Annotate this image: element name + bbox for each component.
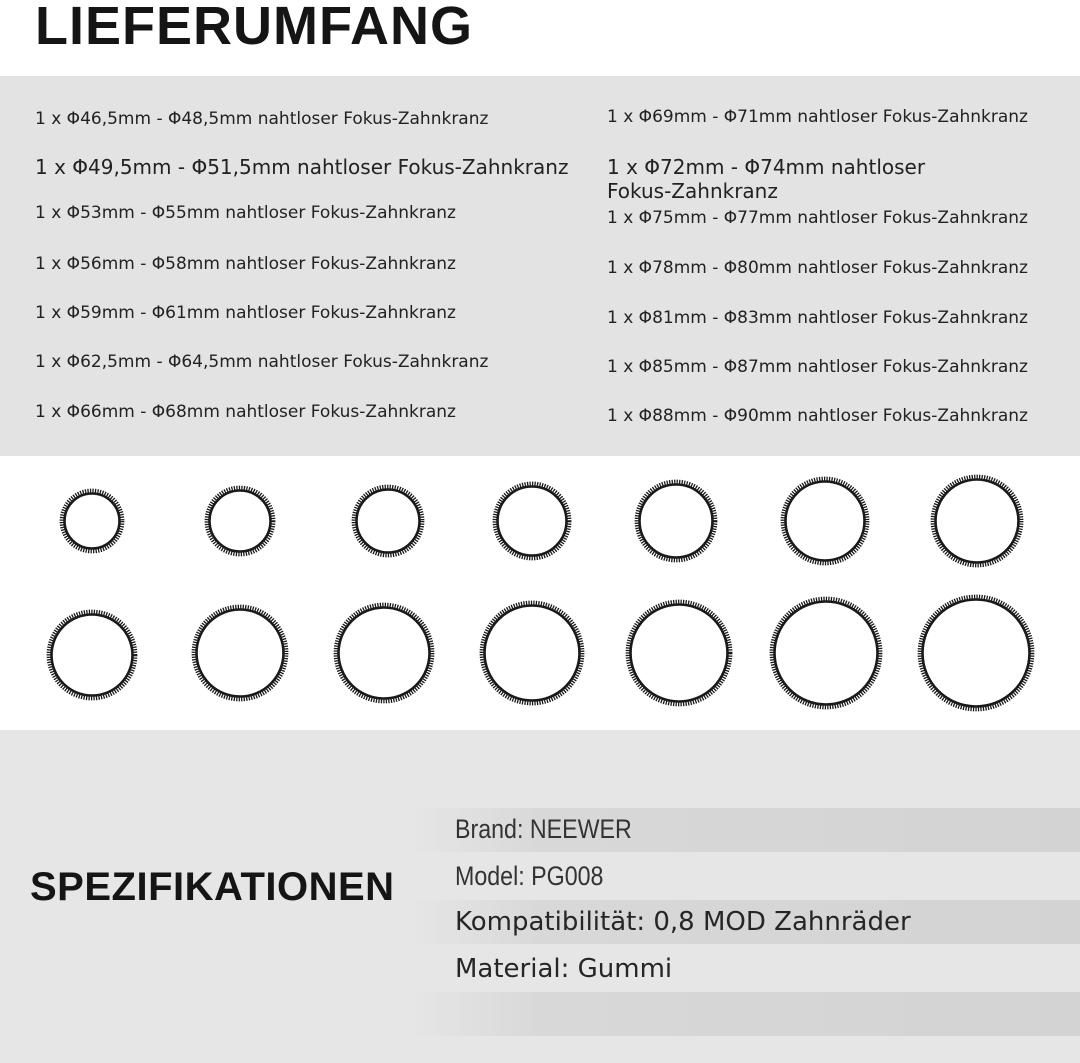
gear-ring-icon — [772, 599, 880, 707]
gear-ring-icon — [628, 602, 730, 704]
gear-ring-icon — [194, 607, 286, 699]
list-item: 1 x Φ46,5mm - Φ48,5mm nahtloser Fokus-Zahnkranz — [35, 109, 489, 129]
list-item: 1 x Φ75mm - Φ77mm nahtloser Fokus-Zahnkranz — [607, 208, 1028, 228]
spec-material: Material: Gummi — [455, 954, 673, 984]
gear-ring-icon — [49, 612, 135, 698]
spec-row-background — [410, 992, 1080, 1036]
gear-ring-icon — [920, 597, 1032, 709]
gear-ring-icon — [933, 477, 1021, 565]
specifications-panel — [0, 730, 1080, 1063]
specifications-title: SPEZIFIKATIONEN — [30, 865, 395, 909]
gear-ring-icon — [354, 487, 422, 555]
list-item: 1 x Φ72mm - Φ74mm nahtloser Fokus-Zahnkranz — [607, 155, 926, 203]
list-item: 1 x Φ59mm - Φ61mm nahtloser Fokus-Zahnkranz — [35, 303, 456, 323]
list-item: 1 x Φ81mm - Φ83mm nahtloser Fokus-Zahnkranz — [607, 308, 1028, 328]
list-item: 1 x Φ66mm - Φ68mm nahtloser Fokus-Zahnkranz — [35, 402, 456, 422]
spec-compatibility: Kompatibilität: 0,8 MOD Zahnräder — [455, 907, 911, 937]
list-item: 1 x Φ56mm - Φ58mm nahtloser Fokus-Zahnkranz — [35, 254, 456, 274]
list-item: 1 x Φ62,5mm - Φ64,5mm nahtloser Fokus-Zahnkranz — [35, 352, 489, 372]
gear-ring-icon — [783, 479, 867, 563]
title-band — [0, 0, 1080, 76]
gear-ring-icon — [637, 482, 715, 560]
gear-rings-illustration — [0, 456, 1080, 730]
list-item: 1 x Φ88mm - Φ90mm nahtloser Fokus-Zahnkranz — [607, 406, 1028, 426]
list-item: 1 x Φ53mm - Φ55mm nahtloser Fokus-Zahnkranz — [35, 203, 456, 223]
list-item: 1 x Φ85mm - Φ87mm nahtloser Fokus-Zahnkranz — [607, 357, 1028, 377]
package-contents-panel — [0, 76, 1080, 456]
spec-brand: Brand: NEEWER — [455, 814, 632, 844]
gear-rings-svg — [0, 456, 1080, 730]
gear-ring-icon — [336, 605, 432, 701]
list-item: 1 x Φ69mm - Φ71mm nahtloser Fokus-Zahnkranz — [607, 107, 1028, 127]
spec-model: Model: PG008 — [455, 861, 604, 891]
list-item: 1 x Φ78mm - Φ80mm nahtloser Fokus-Zahnkranz — [607, 258, 1028, 278]
page-title: LIEFERUMFANG — [35, 0, 473, 56]
gear-ring-icon — [495, 484, 569, 558]
gear-ring-icon — [482, 603, 582, 703]
list-item: 1 x Φ49,5mm - Φ51,5mm nahtloser Fokus-Zahnkranz — [35, 155, 569, 179]
gear-ring-icon — [62, 491, 122, 551]
gear-ring-icon — [207, 488, 273, 554]
